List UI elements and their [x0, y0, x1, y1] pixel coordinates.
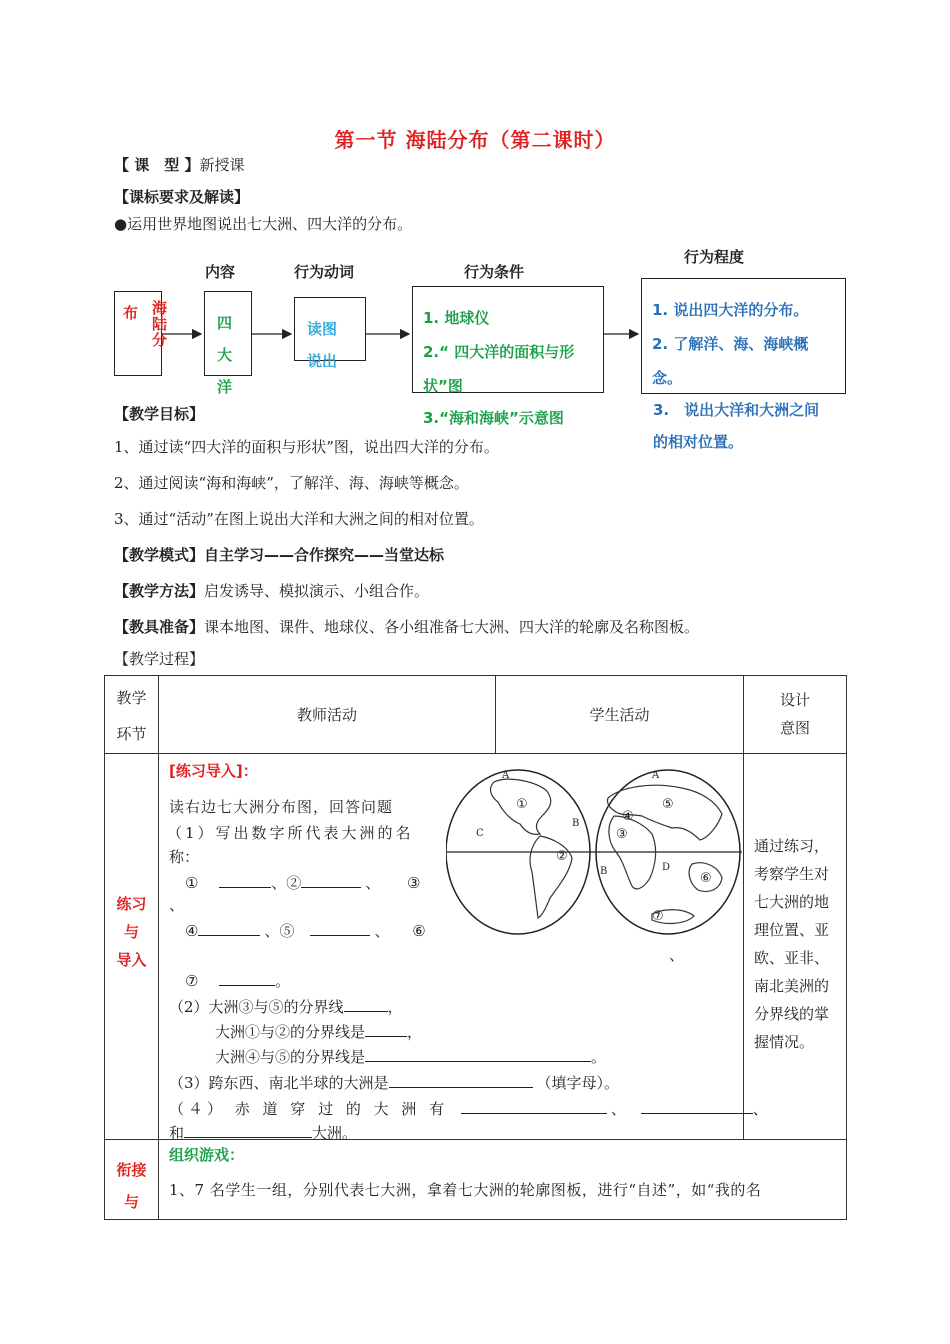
design-line-5: 欧、亚非、	[754, 949, 830, 967]
q1-label-4: ④	[185, 922, 199, 940]
box-verb-1: 读图	[307, 320, 338, 338]
goal-item-2: 2、通过阅读“海和海峡”，了解洋、海、海峡等概念。	[114, 474, 469, 492]
answer-blank-5[interactable]	[310, 921, 370, 936]
degree-item-3a: 3. 说出大洋和大洲之间	[653, 401, 820, 419]
answer-blank-7[interactable]	[219, 971, 275, 986]
box-condition-3: 状”图	[423, 377, 463, 395]
map-dun: 、	[669, 946, 685, 964]
q1-row1	[185, 872, 421, 893]
stage-practice-2: 与	[123, 922, 139, 941]
box-condition-2: 2.“ 四大洋的面积与形	[423, 343, 575, 361]
map-label-B-west: B	[572, 818, 580, 829]
answer-blank-q4c[interactable]	[184, 1123, 312, 1138]
teaching-prep-value: 课本地图、课件、地球仪、各小组准备七大洲、四大洋的轮廓及名称图板。	[204, 618, 700, 636]
stage-practice-3: 导入	[116, 950, 147, 969]
goal-item-1: 1、通过读“四大洋的面积与形状”图，说出四大洋的分布。	[114, 438, 499, 456]
connect-content	[159, 1140, 847, 1220]
practice-q3	[169, 1072, 619, 1093]
map-label-1: ①	[516, 797, 528, 812]
map-label-2: ②	[556, 849, 568, 864]
header-condition: 行为条件	[464, 263, 525, 281]
process-heading: 【教学过程】	[114, 650, 205, 668]
practice-intro: 读右边七大洲分布图，回答问题	[169, 798, 394, 816]
goal-item-3: 3、通过“活动”在图上说出大洋和大洲之间的相对位置。	[114, 510, 484, 528]
practice-q2c	[215, 1046, 606, 1067]
teaching-prep-label: 【教具准备】	[114, 618, 205, 636]
q1-label-3: ③	[407, 874, 421, 892]
q3-text: （3）跨东西、南北半球的大洲是	[169, 1074, 389, 1092]
header-design-1: 设计	[779, 691, 810, 709]
header-stage-2: 环节	[116, 725, 147, 743]
header-content: 内容	[205, 263, 236, 281]
box-condition-1: 1. 地球仪	[423, 309, 490, 327]
design-line-7: 分界线的掌	[754, 1005, 830, 1023]
q2c-text: 大洲④与⑤的分界线是	[215, 1048, 366, 1066]
answer-blank-q2b[interactable]	[365, 1022, 407, 1037]
degree-item-3b: 的相对位置。	[653, 433, 744, 451]
answer-blank-q2c[interactable]	[365, 1047, 591, 1062]
q4b-text: 和	[169, 1124, 185, 1142]
condition-item-3: 3.“海和海峡”示意图	[423, 409, 564, 427]
header-teacher: 教师活动	[159, 676, 496, 754]
continents-map	[446, 768, 742, 936]
header-degree: 行为程度	[684, 248, 745, 266]
course-type-value: 新授课	[199, 156, 245, 174]
header-stage	[105, 676, 159, 754]
q1-label-2: 、②	[271, 874, 302, 892]
teaching-method-value: 启发诱导、模拟演示、小组合作。	[204, 582, 430, 600]
map-label-C: C	[476, 828, 484, 839]
q1-row3	[185, 970, 290, 991]
stage-connect-1: 衔接	[116, 1161, 147, 1179]
header-design	[744, 676, 847, 754]
answer-blank-q4b[interactable]	[641, 1099, 753, 1114]
q1-label-6: ⑥	[412, 922, 426, 940]
map-label-4: ④	[622, 809, 634, 824]
course-type-label: 【 课 型 】	[114, 156, 200, 174]
q1-label-1: ①	[185, 874, 199, 892]
stage-connect-2: 与	[123, 1193, 139, 1211]
q4-end: 大洲。	[312, 1124, 358, 1142]
q4-dun-2: 、	[752, 1100, 768, 1118]
stage-connect	[105, 1140, 159, 1220]
box-degree-2: 2. 了解洋、海、海峡概	[652, 335, 809, 353]
practice-q1: （1）写出数字所代表大洲的名	[167, 824, 414, 842]
map-label-6: ⑥	[700, 871, 712, 886]
answer-blank-4[interactable]	[198, 921, 260, 936]
design-line-8: 握情况。	[754, 1033, 815, 1051]
answer-blank-q4a[interactable]	[461, 1099, 607, 1114]
practice-q4b	[169, 1122, 357, 1143]
box-four-oceans-1: 四	[217, 314, 233, 332]
teaching-mode-value: 自主学习——合作探究——当堂达标	[204, 546, 445, 564]
answer-blank-q3[interactable]	[389, 1073, 533, 1088]
design-line-4: 理位置、亚	[754, 921, 830, 939]
design-practice	[744, 754, 847, 1140]
map-label-3: ③	[616, 827, 628, 842]
header-stage-1: 教学	[116, 689, 147, 707]
practice-q1b: 称：	[169, 848, 200, 866]
goals-heading: 【教学目标】	[114, 405, 205, 423]
map-label-A-west: A	[502, 770, 510, 781]
q1-label-5: 、⑤	[264, 922, 295, 940]
q3-note: （填字母）。	[536, 1074, 620, 1092]
header-design-2: 意图	[779, 719, 810, 737]
q4-dun-1: 、	[610, 1100, 626, 1118]
map-label-7: ⑦	[652, 909, 664, 924]
q2-comma-2: ，	[407, 1023, 423, 1041]
design-line-1: 通过练习，	[754, 837, 830, 855]
table-row-practice	[105, 754, 847, 1140]
practice-subtitle: [练习导入]：	[169, 762, 258, 780]
standard-heading: 【课标要求及解读】	[114, 188, 250, 206]
map-label-D: D	[662, 862, 671, 873]
q1-end: 。	[275, 972, 291, 990]
process-table	[104, 675, 847, 1220]
page-title: 第一节 海陆分布（第二课时）	[334, 128, 616, 152]
q1-sep-1: 、	[365, 874, 381, 892]
practice-q4	[169, 1098, 768, 1119]
q2-comma-1: ，	[387, 998, 403, 1016]
teaching-method-label: 【教学方法】	[114, 582, 205, 600]
q4-text: （４） 赤 道 穿 过 的 大 洲 有	[169, 1100, 449, 1118]
q2-text: （2）大洲③与⑤的分界线	[169, 998, 344, 1016]
practice-q2b	[215, 1021, 422, 1042]
teaching-prep	[114, 616, 699, 637]
design-line-3: 七大洲的地	[754, 893, 830, 911]
q2b-text: 大洲①与②的分界线是	[215, 1023, 366, 1041]
header-student: 学生活动	[496, 676, 744, 754]
standard-text: ●运用世界地图说出七大洲、四大洋的分布。	[114, 215, 413, 233]
box-verb-2: 说出	[307, 352, 338, 370]
stage-practice-1: 练习	[116, 894, 147, 913]
q1-label-7: ⑦	[185, 972, 199, 990]
answer-blank-q2a[interactable]	[344, 997, 388, 1012]
practice-q2	[169, 996, 403, 1017]
stage-practice	[105, 754, 159, 1140]
teaching-mode	[114, 544, 444, 565]
table-header-row	[105, 676, 847, 754]
map-label-B-east: B	[600, 866, 608, 877]
box-four-oceans-3: 洋	[217, 378, 233, 396]
connect-subtitle: 组织游戏：	[169, 1146, 245, 1164]
teaching-method	[114, 580, 429, 601]
box-degree-1: 1. 说出四大洋的分布。	[652, 301, 809, 319]
teaching-mode-label: 【教学模式】	[114, 546, 205, 564]
box-sea-land-a: 布	[123, 304, 139, 322]
q1-row2	[185, 920, 426, 941]
box-degree-3: 念。	[652, 369, 683, 387]
practice-content	[159, 754, 768, 1142]
design-line-2: 考察学生对	[754, 865, 830, 883]
header-verb: 行为动词	[294, 263, 355, 281]
map-label-5: ⑤	[662, 797, 674, 812]
table-row-connect	[105, 1140, 847, 1220]
answer-blank-1[interactable]	[219, 873, 271, 888]
map-label-A-east: A	[652, 770, 660, 781]
box-sea-land-b: 海陆分	[152, 299, 168, 349]
diagram-arrows	[0, 0, 950, 420]
q2-period: 。	[591, 1048, 607, 1066]
q1-sep-2: 、	[374, 922, 390, 940]
connect-text: 1、7 名学生一组，分别代表七大洲，拿着七大洲的轮廓图板，进行“自述”，如“我的名	[169, 1181, 762, 1199]
box-four-oceans-2: 大	[217, 346, 233, 364]
answer-blank-2[interactable]	[301, 873, 361, 888]
design-line-6: 南北美洲的	[754, 977, 830, 995]
q1-row1-dun: 、	[169, 896, 185, 914]
